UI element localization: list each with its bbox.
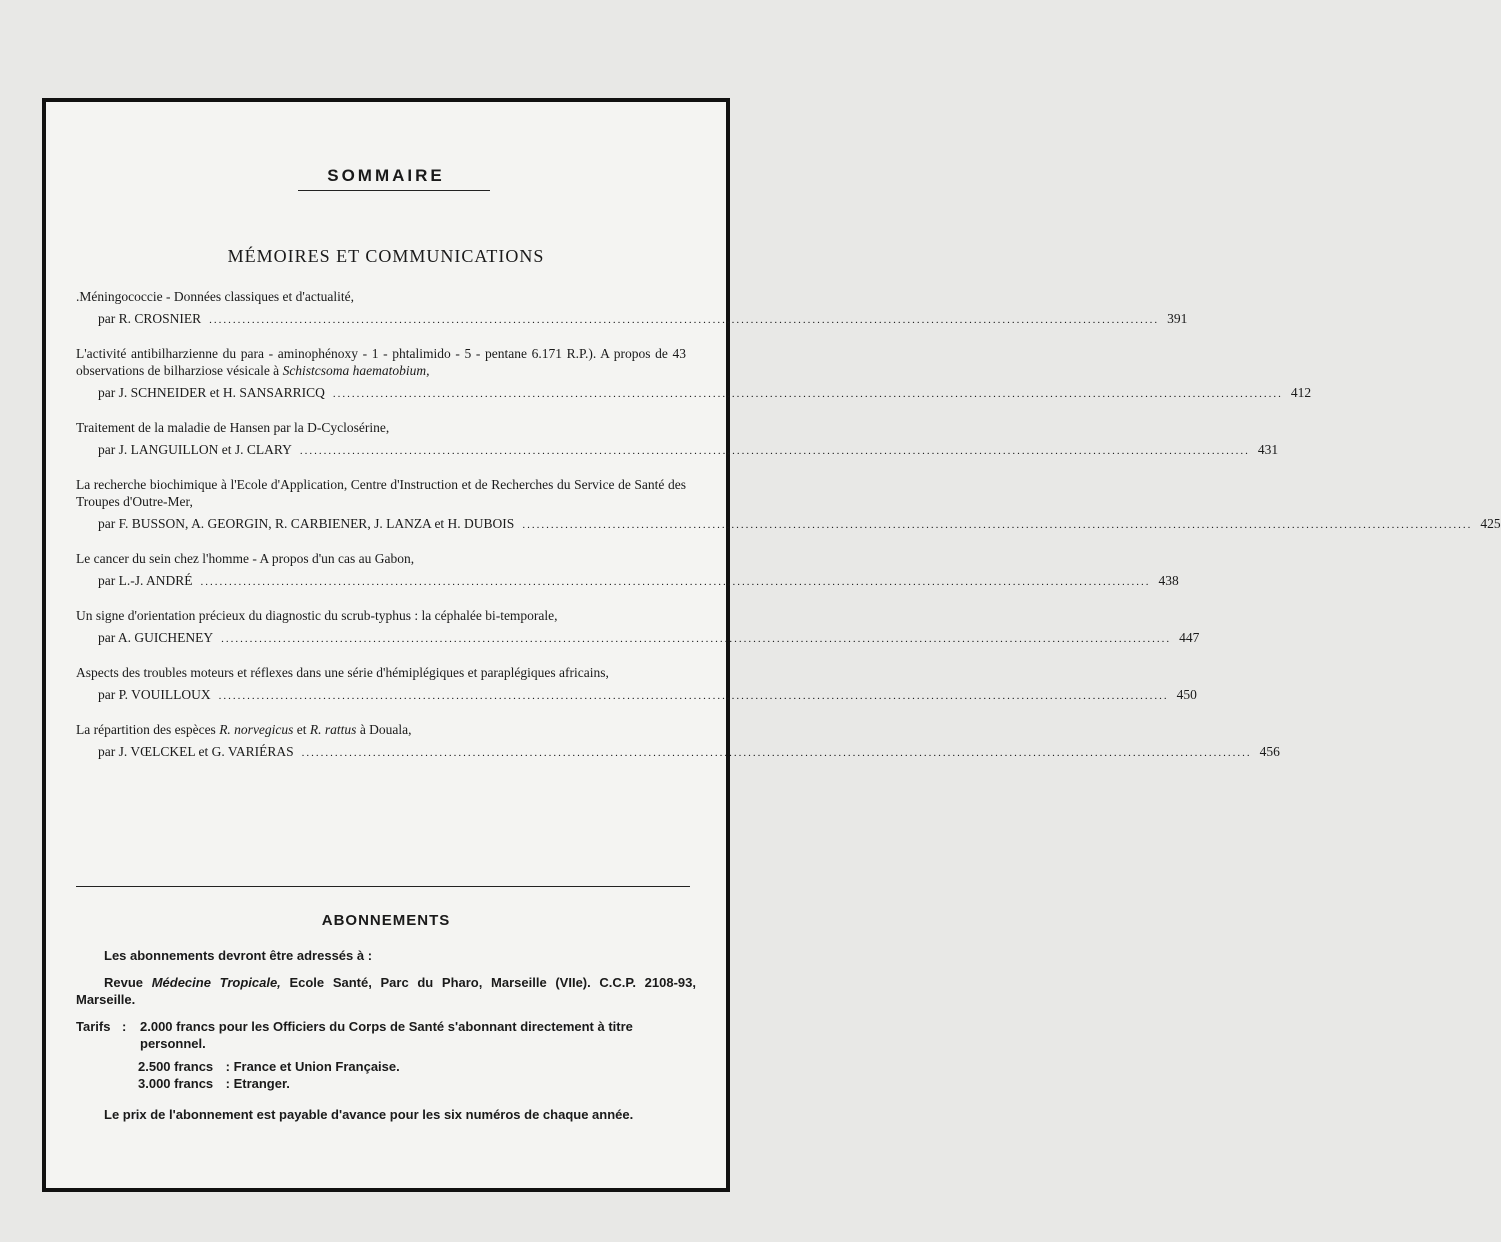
price-destination: : France et Union Française. [225, 1059, 400, 1074]
text-span: à Douala, [356, 722, 412, 737]
dot-leader: ........................................................................................................................................................................................................ [209, 314, 1160, 326]
price-destination: : Etranger. [225, 1076, 290, 1091]
italic-text: Schistcsoma haematobium, [282, 363, 430, 378]
toc-entry-title [76, 664, 686, 681]
abonnements-footer: Le prix de l'abonnement est payable d'avance pour les six numéros de chaque année. [104, 1107, 634, 1122]
italic-text: R. rattus [309, 722, 357, 737]
section-title: MÉMOIRES ET COMMUNICATIONS [227, 246, 545, 266]
abonnements-intro: Les abonnements devront être adressés à : [104, 948, 373, 963]
toc-entry-author: par A. GUICHENEY [98, 630, 214, 645]
toc-entry-title [76, 550, 686, 567]
price-row-etranger [138, 1075, 696, 1092]
text-span: Traitement de la maladie de Hansen par la D-Cyclosérine, [76, 420, 390, 435]
toc-entry-author-row [76, 686, 1197, 705]
toc-entry-author: par L.-J. ANDRÉ [98, 573, 193, 588]
price-row-france [138, 1058, 696, 1075]
text-span: La répartition des espèces [76, 722, 220, 737]
toc-entry-page: 456 [1259, 744, 1280, 759]
toc-entry [76, 345, 1312, 403]
toc-entry-title [76, 419, 686, 436]
price-value: 2.500 francs [138, 1059, 214, 1074]
text-span: et [293, 722, 310, 737]
dot-leader: ........................................................................................................................................................................................................ [221, 633, 1172, 645]
toc-entry-title [76, 345, 686, 379]
sommaire-rule [298, 190, 490, 191]
toc-entry-page: 391 [1167, 311, 1188, 326]
toc-entry-author-row [76, 310, 1188, 329]
abonnements-address [76, 974, 696, 1008]
text-span: .Méningococcie - Données classiques et d'actualité, [76, 289, 354, 304]
toc-entry-page: 438 [1158, 573, 1179, 588]
toc-entry-page: 425 [1480, 516, 1501, 531]
toc-entry-page: 412 [1290, 385, 1312, 400]
section-divider [76, 886, 690, 887]
text-span: Le cancer du sein chez l'homme - A propos d'un cas au Gabon, [76, 551, 415, 566]
price-list [138, 1058, 696, 1092]
toc-entry [76, 419, 1279, 460]
toc-entry-author-row [76, 629, 1200, 648]
toc-entry-author-row [76, 441, 1279, 460]
text-span: Un signe d'orientation précieux du diagnostic du scrub-typhus : la céphalée bi-temporale, [76, 608, 558, 623]
text-span: Ecole Santé, Parc du Pharo, Marseille (VIIe). C.C.P. 2108-93, Marseille. [76, 975, 697, 1007]
toc-entry-title [76, 476, 686, 510]
toc-entry [76, 550, 1179, 591]
toc-entry-author: par J. LANGUILLON et J. CLARY [98, 442, 292, 457]
dot-leader: ........................................................................................................................................................................................................ [218, 690, 1169, 702]
table-of-contents [76, 288, 1501, 778]
toc-entry-page: 450 [1176, 687, 1197, 702]
toc-entry-title [76, 288, 686, 305]
toc-entry [76, 721, 1280, 762]
dot-leader: ........................................................................................................................................................................................................ [299, 445, 1250, 457]
text-span: Revue [104, 975, 152, 990]
toc-entry-author: par J. VŒLCKEL et G. VARIÉRAS [98, 744, 294, 759]
toc-entry-author: par F. BUSSON, A. GEORGIN, R. CARBIENER, J. LANZA et H. DUBOIS [98, 516, 515, 531]
toc-entry-title [76, 607, 686, 624]
page-frame [42, 98, 1501, 1192]
italic-text: Médecine Tropicale, [151, 975, 281, 990]
toc-entry-author: par J. SCHNEIDER et H. SANSARRICQ [98, 385, 325, 400]
tarifs-separator: : [122, 1019, 127, 1034]
toc-entry-author-row [76, 572, 1179, 591]
toc-entry [76, 288, 1188, 329]
toc-entry [76, 664, 1197, 705]
text-span: La recherche biochimique à l'Ecole d'Application, Centre d'Instruction et de Recherches du Service de Santé des Troupes d'Outre-Mer, [76, 477, 686, 509]
sommaire-title: SOMMAIRE [327, 166, 445, 185]
toc-entry-author-row [76, 384, 1312, 403]
toc-entry-author-row [76, 515, 1501, 534]
toc-entry-author: par P. VOUILLOUX [98, 687, 211, 702]
tarifs-label: Tarifs [76, 1019, 111, 1034]
tarifs-text: 2.000 francs pour les Officiers du Corps de Santé s'abonnant directement à titre personnel. [140, 1019, 633, 1051]
toc-entry-title [76, 721, 686, 738]
tarifs-row [76, 1018, 696, 1052]
abonnements-title: ABONNEMENTS [321, 912, 451, 929]
text-span: L'activité antibilharzienne du para - aminophénoxy - 1 - phtalimido - 5 - pentane 6.171 R.P.). A propos de 43 observations de bilharziose vésicale à [76, 346, 686, 378]
dot-leader: ........................................................................................................................................................................................................ [332, 388, 1283, 400]
dot-leader: ........................................................................................................................................................................................................ [522, 519, 1473, 531]
price-value: 3.000 francs [138, 1076, 214, 1091]
dot-leader: ........................................................................................................................................................................................................ [200, 576, 1151, 588]
toc-entry-author: par R. CROSNIER [98, 311, 202, 326]
toc-entry-page: 431 [1257, 442, 1279, 457]
italic-text: R. norvegicus [219, 722, 294, 737]
toc-entry [76, 607, 1200, 648]
toc-entry-page: 447 [1179, 630, 1200, 645]
dot-leader: ........................................................................................................................................................................................................ [301, 747, 1252, 759]
text-span: Aspects des troubles moteurs et réflexes dans une série d'hémiplégiques et paraplégiques africains, [76, 665, 609, 680]
toc-entry-author-row [76, 743, 1280, 762]
abonnements-section [76, 912, 696, 1133]
toc-entry [76, 476, 1501, 534]
